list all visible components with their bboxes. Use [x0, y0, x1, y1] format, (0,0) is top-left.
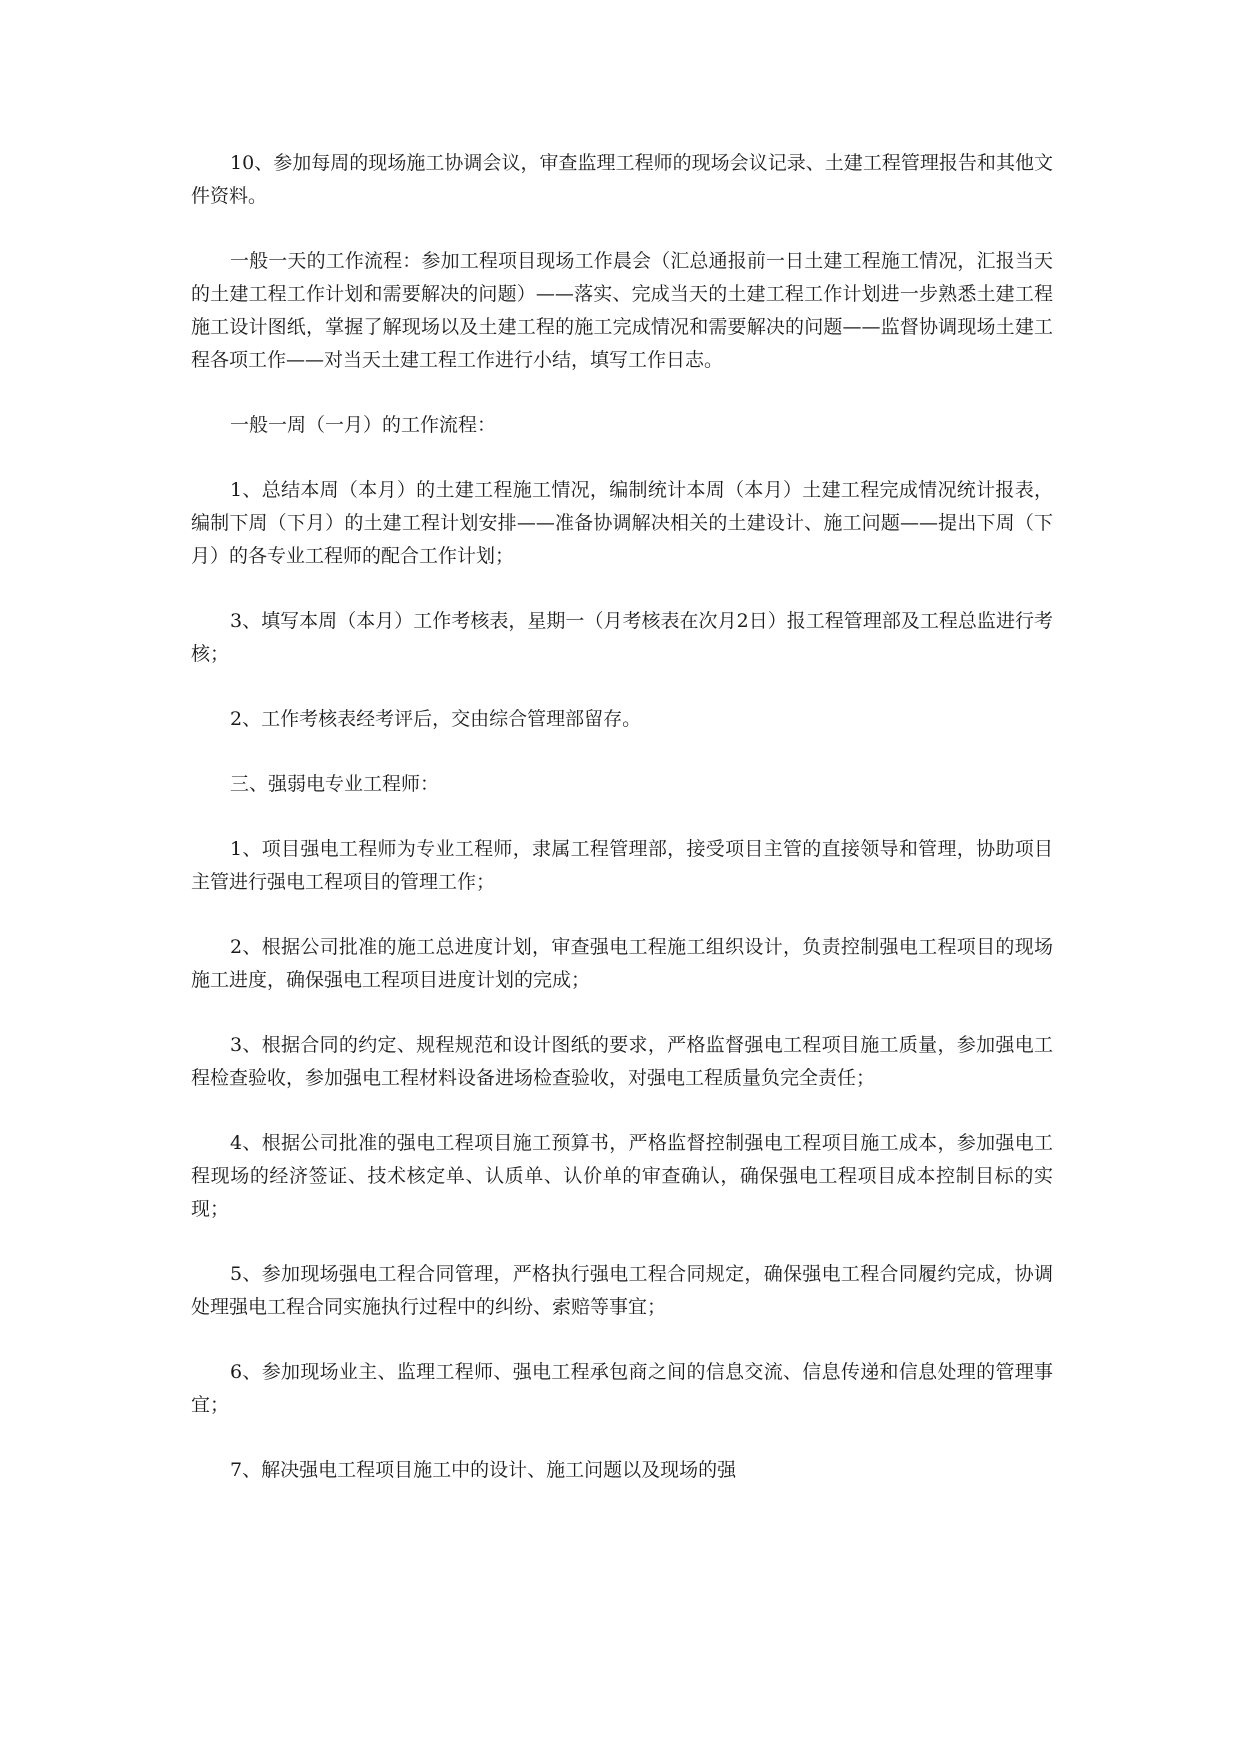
paragraph-electrical-issues: 7、解决强电工程项目施工中的设计、施工问题以及现场的强	[230, 1459, 737, 1481]
paragraph-electrical-cost: 4、根据公司批准的强电工程项目施工预算书，严格监督控制强电工程项目施工成本，参加强电工程现场的经济签证、技术核定单、认质单、认价单的审查确认，确保强电工程项目成本控制目标的实现；	[191, 1132, 1053, 1220]
paragraph-assessment-form: 3、填写本周（本月）工作考核表，星期一（月考核表在次月2日）报工程管理部及工程总监进行考核；	[191, 610, 1053, 665]
paragraph-assessment-archive: 2、工作考核表经考评后，交由综合管理部留存。	[230, 708, 642, 730]
paragraph-electrical-information: 6、参加现场业主、监理工程师、强电工程承包商之间的信息交流、信息传递和信息处理的管理事宜；	[191, 1361, 1053, 1416]
paragraph-weekly-meeting: 10、参加每周的现场施工协调会议，审查监理工程师的现场会议记录、土建工程管理报告和其他文件资料。	[191, 152, 1053, 207]
paragraph-daily-workflow: 一般一天的工作流程：参加工程项目现场工作晨会（汇总通报前一日土建工程施工情况，汇报当天的土建工程工作计划和需要解决的问题）——落实、完成当天的土建工程工作计划进一步熟悉土建工程施工设计图纸，掌握了解现场以及土建工程的施工完成情况和需要解决的问题——监督协调现场土建工程各项工作——对当天土建工程工作进行小结，填写工作日志。	[191, 250, 1053, 371]
paragraph-weekly-summary: 1、总结本周（本月）的土建工程施工情况，编制统计本周（本月）土建工程完成情况统计报表，编制下周（下月）的土建工程计划安排——准备协调解决相关的土建设计、施工问题——提出下周（下月）的各专业工程师的配合工作计划；	[191, 479, 1053, 567]
paragraph-electrical-contract: 5、参加现场强电工程合同管理，严格执行强电工程合同规定，确保强电工程合同履约完成，协调处理强电工程合同实施执行过程中的纠纷、索赔等事宜；	[191, 1263, 1053, 1318]
paragraph-electrical-quality: 3、根据合同的约定、规程规范和设计图纸的要求，严格监督强电工程项目施工质量，参加强电工程检查验收，参加强电工程材料设备进场检查验收，对强电工程质量负完全责任；	[191, 1034, 1053, 1089]
paragraph-electrical-role: 1、项目强电工程师为专业工程师，隶属工程管理部，接受项目主管的直接领导和管理，协助项目主管进行强电工程项目的管理工作；	[191, 838, 1053, 893]
paragraph-weekly-workflow-heading: 一般一周（一月）的工作流程：	[230, 414, 497, 436]
document-body	[191, 147, 1053, 1519]
section-heading-electrical-engineer: 三、强弱电专业工程师：	[230, 773, 440, 795]
paragraph-electrical-schedule: 2、根据公司批准的施工总进度计划，审查强电工程施工组织设计，负责控制强电工程项目的现场施工进度，确保强电工程项目进度计划的完成；	[191, 936, 1053, 991]
